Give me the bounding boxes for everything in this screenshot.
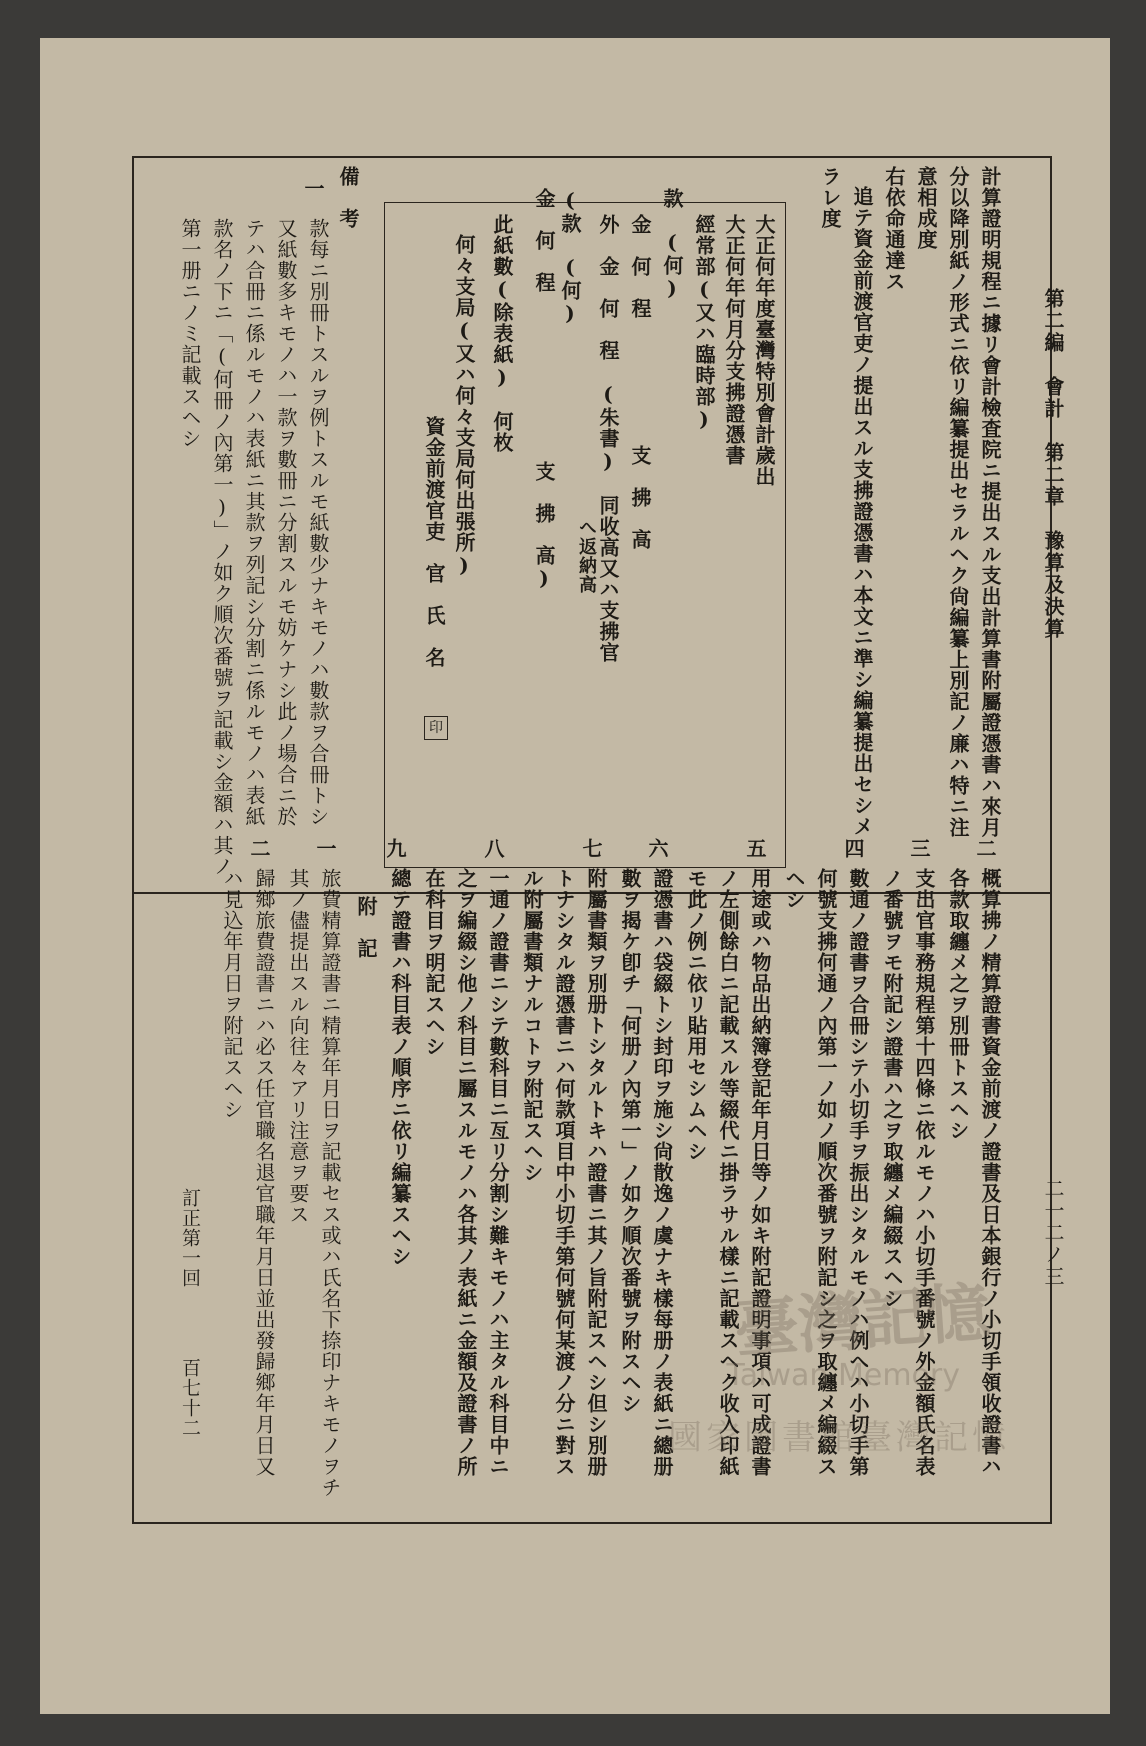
lower-item9-number: 九 bbox=[383, 838, 407, 858]
form-line-amount: 金 何 程 支 拂 高 bbox=[628, 214, 652, 550]
form-line-division: 經常部(又ハ臨時部) bbox=[692, 214, 716, 432]
lower-item4-line2: 何號支拂何通ノ內第一ノ如ノ順次番號ヲ附記シ之ヲ取纏メ編綴ス bbox=[814, 868, 838, 1477]
form-line-item-paren: (款 (何) bbox=[558, 188, 582, 326]
watermark-line1: Taiwan Memory bbox=[726, 1358, 960, 1393]
lower-item4-number: 四 bbox=[841, 838, 865, 858]
lower-item6-line1: 證憑書ハ袋綴トシ封印ヲ施シ尙散逸ノ虞ナキ樣每册ノ表紙ニ總册 bbox=[650, 868, 674, 1477]
upper-para1-line1: 計算證明規程ニ據リ會計檢査院ニ提出スル支出計算書附屬證憑書ハ來月 bbox=[978, 166, 1002, 838]
watermark-line2: 國家圖書館臺灣記憶 bbox=[668, 1418, 1010, 1458]
upper-para1-line3: 意相成度 bbox=[914, 166, 938, 250]
lower-item8-line3: 在科目ヲ明記スヘシ bbox=[422, 868, 446, 1057]
fuki-item1-number: 一 bbox=[313, 838, 337, 858]
lower-item5-line2: ノ左側餘白ニ記載スル等綴代ニ掛ラサル樣ニ記載スヘク收入印紙 bbox=[716, 868, 740, 1477]
lower-item5-line3: モ此ノ例ニ依リ貼用セシムヘシ bbox=[684, 868, 708, 1162]
upper-para3-line1: 追テ資金前渡官吏ノ提出スル支拂證憑書ハ本文ニ準シ編纂提出セシメ bbox=[850, 186, 874, 837]
form-line-officer: 資金前渡官吏 官 氏 名 bbox=[422, 416, 446, 668]
lower-item3-line2: ノ番號ヲモ附記シ證書ハ之ヲ取纏メ編綴スヘシ bbox=[880, 868, 904, 1309]
biko-title: 備 考 bbox=[336, 166, 360, 229]
lower-item9-line1: 總テ證書ハ科目表ノ順序ニ依リ編纂スヘシ bbox=[388, 868, 412, 1267]
form-line-fiscal-year: 大正何年度臺灣特別會計歲出 bbox=[752, 214, 776, 487]
lower-item8-line2: 之ヲ編綴シ他ノ科目ニ屬スルモノハ各其ノ表紙ニ金額及證書ノ所 bbox=[454, 868, 478, 1477]
lower-item3-number: 三 bbox=[907, 838, 931, 858]
lower-item2-line2: 各款取纏メ之ヲ別冊トスヘシ bbox=[946, 868, 970, 1141]
chapter-header: 第二編 會計 第二章 豫算及決算 bbox=[1041, 288, 1065, 640]
form-line-other-amount: 外 金 何 程 (朱書) 同收高又ハ支拂官 bbox=[596, 214, 620, 663]
form-line-month: 大正何年何月分支拂證憑書 bbox=[722, 214, 746, 466]
biko-item1-line4: 款名ノ下ニ「(何冊ノ內第一)」ノ如ク順次番號ヲ記載シ金額ハ其ノ bbox=[210, 218, 234, 877]
fuki-item2-number: 二 bbox=[247, 838, 271, 858]
fuki-title: 附 記 bbox=[354, 896, 378, 959]
lower-item5-number: 五 bbox=[743, 838, 767, 858]
fuki-item2-line2: ハ見込年月日ヲ附記スヘシ bbox=[220, 868, 244, 1120]
biko-item1-line3: テハ合冊ニ係ルモノハ表紙ニ其款ヲ列記シ分割ニ係ルモノハ表紙 bbox=[242, 218, 266, 827]
lower-item5-line1: 用途或ハ物品出納簿登記年月日等ノ如キ附記證明事項ハ可成證書 bbox=[748, 868, 772, 1477]
upper-para2: 右依命通達ス bbox=[882, 166, 906, 292]
form-line-sheet-count: 此紙數(除表紙) 何枚 bbox=[490, 214, 514, 453]
biko-item1-line5: 第一册ニノミ記載スヘシ bbox=[178, 218, 202, 449]
fuki-item2-line1: 歸鄉旅費證書ニハ必ス任官職名退官職年月日並出發歸鄉年月日又 bbox=[252, 868, 276, 1477]
biko-item1-line1: 款每ニ別冊トスルヲ例トスルモ紙數少ナキモノハ數款ヲ合冊トシ bbox=[306, 218, 330, 827]
form-line-other-amount-sub: へ返納高 bbox=[576, 518, 597, 594]
page-number: 百七十二 bbox=[179, 1358, 201, 1438]
revision-label: 訂正第一回 bbox=[179, 1188, 201, 1288]
lower-item4-line3: ヘシ bbox=[782, 868, 806, 910]
document-page bbox=[40, 38, 1110, 1714]
lower-item6-number: 六 bbox=[645, 838, 669, 858]
lower-item8-number: 八 bbox=[481, 838, 505, 858]
lower-item3-line1: 支出官事務規程第十四條ニ依ルモノハ小切手番號ノ外金額氏名表 bbox=[912, 868, 936, 1477]
watermark-logo: 臺灣記憶 bbox=[732, 1276, 993, 1368]
fuki-item1-line1: 旅費精算證書ニ精算年月日ヲ記載セス或ハ氏名下捺印ナキモノヲチ bbox=[318, 868, 342, 1498]
form-line-branch: 何々支局(又ハ何々支局何出張所) bbox=[452, 234, 476, 578]
fuki-item1-line2: 其ノ儘提出スル向往々アリ注意ヲ要ス bbox=[286, 868, 310, 1225]
form-line-amount-paren: 金 何 程 支 拂 高) bbox=[532, 188, 556, 591]
lower-item7-line3: ル附屬書類ナルコトヲ附記スヘシ bbox=[520, 868, 544, 1183]
lower-item2-number: 二 bbox=[973, 838, 997, 858]
biko-item1-line2: 又紙數多キモノハ一款ヲ數冊ニ分割スルモ妨ケナシ此ノ場合ニ於 bbox=[274, 218, 298, 827]
lower-item7-number: 七 bbox=[579, 838, 603, 858]
biko-item1-number: 一 bbox=[301, 178, 325, 198]
upper-para1-line2: 分以降別紙ノ形式ニ依リ編纂提出セラルヘク尙編纂上別記ノ廉ハ特ニ注 bbox=[946, 166, 970, 838]
lower-item6-line2: 數ヲ揭ケ卽チ「何册ノ內第一」ノ如ク順次番號ヲ附スヘシ bbox=[618, 868, 642, 1414]
form-line-item: 款 (何) bbox=[660, 188, 684, 301]
lower-item4-line1: 數通ノ證書ヲ合冊シテ小切手ヲ振出シタルモノハ例へハ小切手第 bbox=[846, 868, 870, 1477]
lower-item7-line2: トナシタル證憑書ニハ何款項目中小切手第何號何某渡ノ分ニ對ス bbox=[552, 868, 576, 1477]
lower-item2-line1: 概算拂ノ精算證書資金前渡ノ證書及日本銀行ノ小切手領收證書ハ bbox=[978, 868, 1002, 1477]
page-reference: 二一二ノ三 bbox=[1041, 1178, 1065, 1288]
seal-mark: 印 bbox=[424, 716, 448, 740]
lower-item8-line1: 一通ノ證書ニシテ數科目ニ亙リ分割シ難キモノハ主タル科目中ニ bbox=[486, 868, 510, 1477]
lower-item7-line1: 附屬書類ヲ別册トシタルトキハ證書ニ其ノ旨附記スヘシ但シ別册 bbox=[584, 868, 608, 1477]
upper-para3-line2: ラレ度 bbox=[818, 166, 842, 229]
